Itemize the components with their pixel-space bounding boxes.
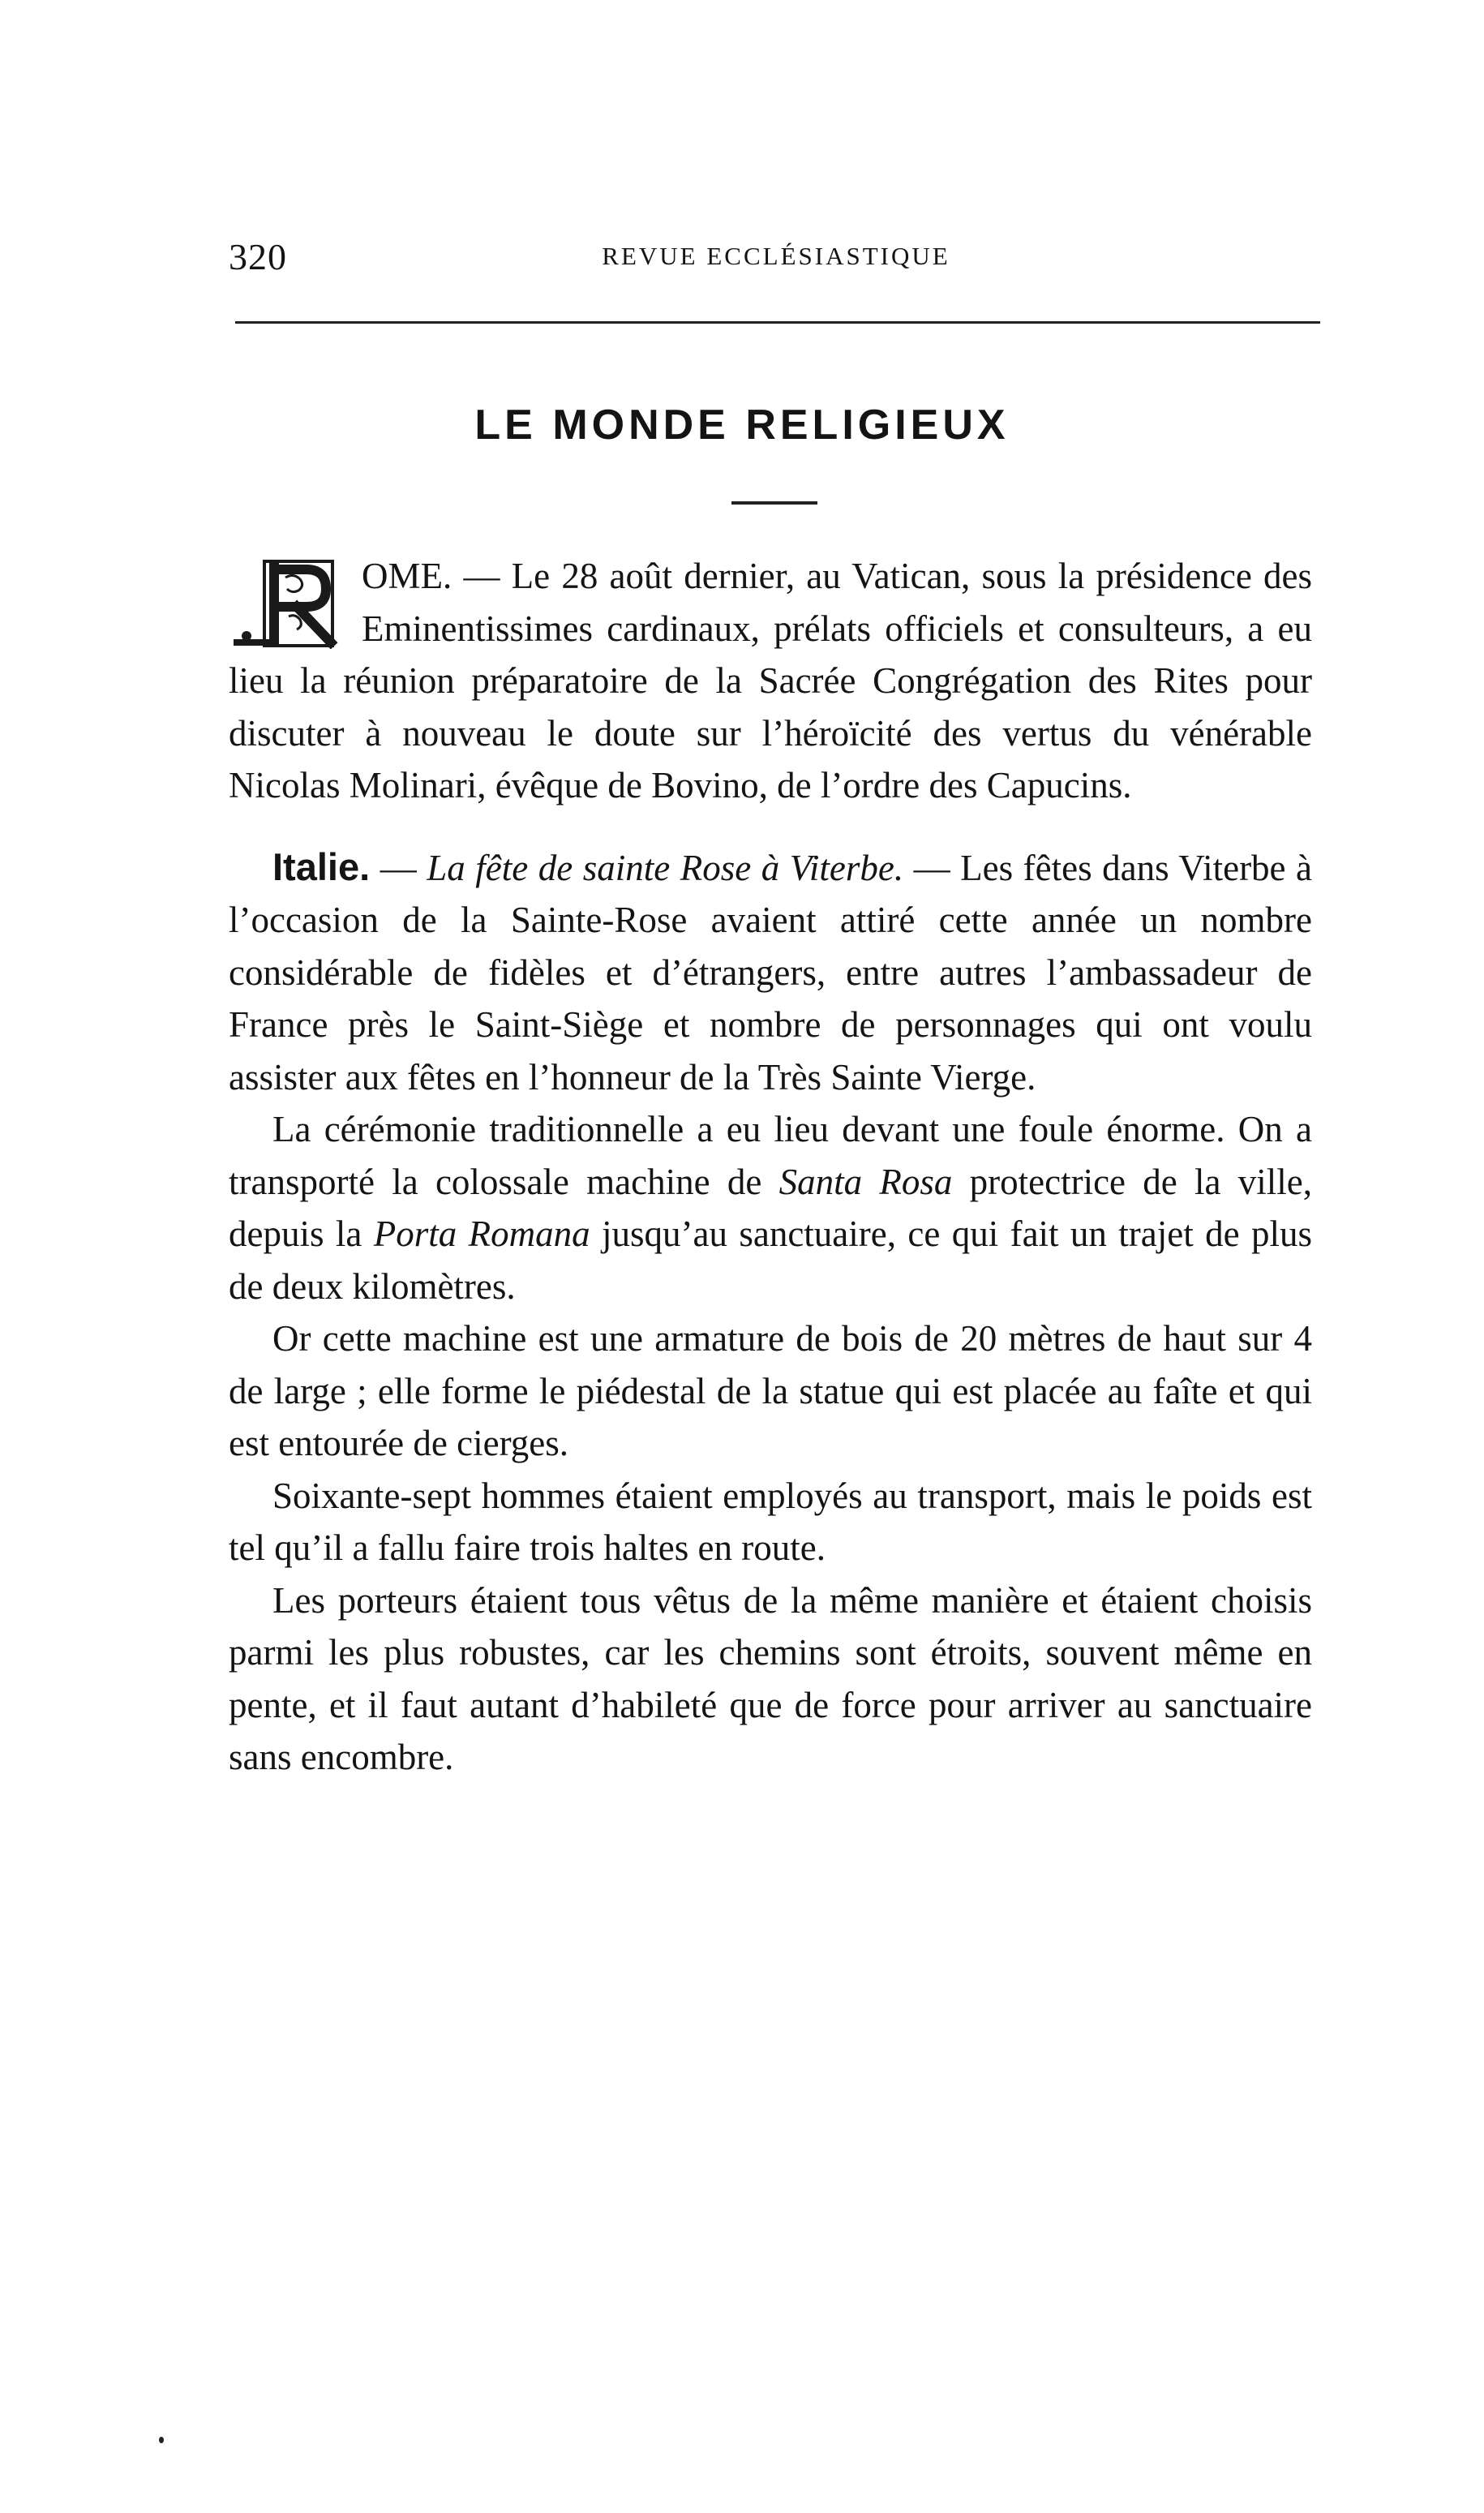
- ceremonie-text-1: La cérémonie traditionnelle a eu lieu devant une foule énorme. On a transporté la colossale machine de: [229, 1109, 1312, 1202]
- print-speck: [159, 2437, 164, 2443]
- title-rule: [731, 501, 817, 505]
- ceremonie-text-3: jusqu’au sanctuaire, ce qui fait un trajet de plus de deux kilomètres.: [229, 1214, 1312, 1307]
- article-body: [229, 550, 1312, 1784]
- section-title: LE MONDE RELIGIEUX: [474, 402, 1010, 449]
- italie-dash-1: —: [370, 847, 427, 888]
- ceremonie-italic-porta-romana: Porta Romana: [373, 1214, 590, 1254]
- running-title: REVUE ECCLÉSIASTIQUE: [602, 242, 950, 270]
- italie-text: Les fêtes dans Viterbe à l’occasion de la Sainte-Rose avaient attiré cette année un nombre considérable de fidèles et d’étrangers, entre autres l’ambassadeur de France près le Saint-Siège et nombre de personnages qui ont voulu assister aux fêtes en l’honneur de la Très Sainte Vierge.: [229, 847, 1313, 1098]
- rome-text: — Le 28 août dernier, au Vatican, sous la présidence des Eminentissimes cardinaux, prélats officiels et consulteurs, a eu lieu la réunion préparatoire de la Sacrée Congrégation des Rites pour discuter à nouveau le doute sur l’héroïcité des vertus du vénérable Nicolas Molinari, évêque de Bovino, de l’ordre des Capucins.: [229, 556, 1312, 805]
- running-head: [229, 235, 1323, 284]
- ornate-r-icon: [229, 558, 350, 649]
- paragraph-porteurs: Les porteurs étaient tous vêtus de la même manière et étaient choisis parmi les plus robustes, car les chemins sont étroits, souvent même en pente, et il faut autant d’habileté que de force pour arriver au sanctuaire sans encombre.: [229, 1579, 1312, 1777]
- italie-subtitle: La fête de sainte Rose à Viterbe.: [427, 847, 904, 888]
- paragraph-rome: [229, 550, 1312, 812]
- italie-dash-2: —: [903, 847, 961, 888]
- ornate-dropcap-r: [229, 558, 350, 649]
- ceremonie-italic-santa-rosa: Santa Rosa: [778, 1161, 953, 1202]
- paragraph-ceremonie: [229, 1103, 1312, 1312]
- lead-word-rome: OME.: [362, 556, 452, 596]
- header-rule: [235, 321, 1320, 324]
- paragraph-machine: Or cette machine est une armature de bois de 20 mètres de haut sur 4 de large ; elle forme le piédestal de la statue qui est placée au faîte et qui est entourée de cierges.: [229, 1318, 1312, 1463]
- page-number: 320: [229, 236, 287, 277]
- paragraph-italie: [229, 841, 1312, 1104]
- paragraph-hommes: Soixante-sept hommes étaient employés au transport, mais le poids est tel qu’il a fallu faire trois haltes en route.: [229, 1475, 1312, 1568]
- ceremonie-text-2: protectrice de la ville, depuis la: [229, 1161, 1312, 1254]
- italie-heading: Italie.: [272, 844, 371, 888]
